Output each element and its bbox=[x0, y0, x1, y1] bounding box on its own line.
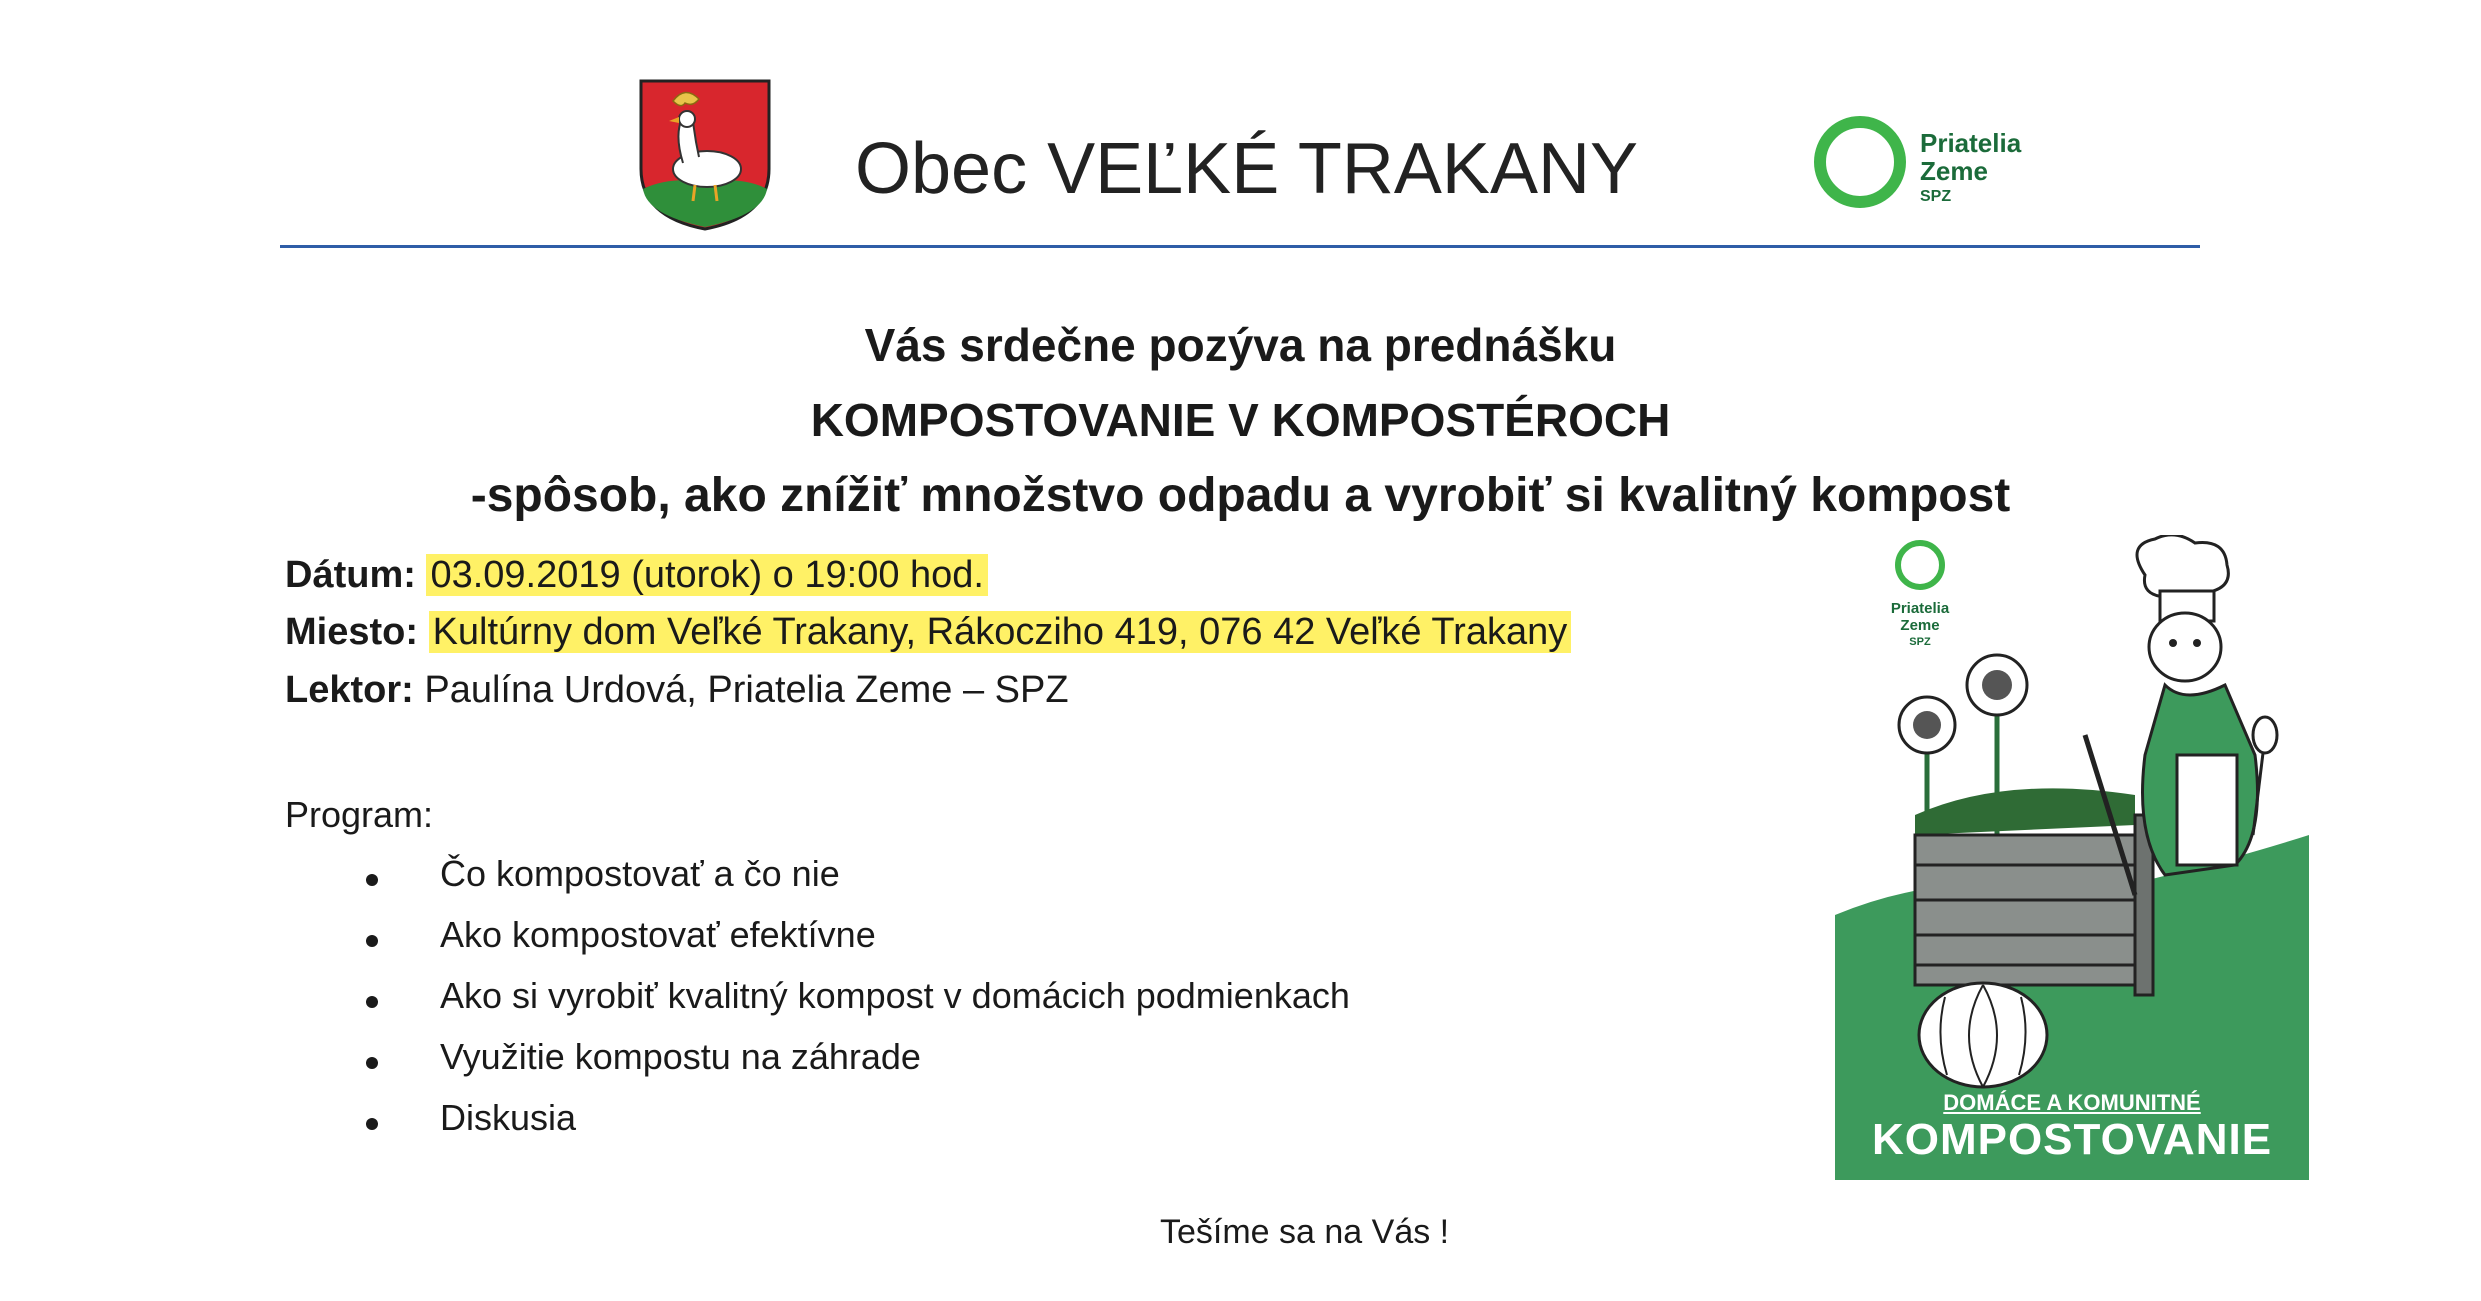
date-value: 03.09.2019 (utorok) o 19:00 hod. bbox=[426, 554, 988, 596]
date-row bbox=[285, 554, 988, 597]
lecture-subtitle: -spôsob, ako znížiť množstvo odpadu a vyrobiť si kvalitný kompost bbox=[470, 469, 2011, 522]
place-row bbox=[285, 611, 1571, 654]
poster-title: KOMPOSTOVANIE bbox=[1871, 1115, 2273, 1164]
lecturer-value: Paulína Urdová, Priatelia Zeme – SPZ bbox=[424, 669, 1069, 711]
program-list bbox=[360, 853, 1350, 1158]
lecturer-label: Lektor: bbox=[285, 669, 414, 711]
place-value: Kultúrny dom Veľké Trakany, Rákocziho 419, 076 42 Veľké Trakany bbox=[429, 611, 1572, 653]
closing-text: Tešíme sa na Vás ! bbox=[1160, 1213, 1450, 1251]
poster-kicker: DOMÁCE A KOMUNITNÉ bbox=[1943, 1090, 2201, 1115]
logo-text-line1: Priatelia bbox=[1920, 128, 2022, 158]
poster-logo-line3: SPZ bbox=[1909, 636, 1931, 648]
invitation-line: Vás srdečne pozýva na prednášku bbox=[864, 319, 1617, 371]
coat-of-arms-icon bbox=[637, 77, 773, 232]
logo-text-line3: SPZ bbox=[1920, 188, 1952, 205]
lecture-title: KOMPOSTOVANIE V KOMPOSTÉROCH bbox=[810, 394, 1671, 446]
place-label: Miesto: bbox=[285, 611, 418, 653]
list-item: Diskusia bbox=[360, 1097, 1350, 1158]
logo-text-line2: Zeme bbox=[1920, 156, 1988, 186]
date-label: Dátum: bbox=[285, 554, 416, 596]
list-item: Využitie kompostu na záhrade bbox=[360, 1036, 1350, 1097]
priatelia-zeme-ring-icon bbox=[1810, 112, 1910, 212]
program-heading: Program: bbox=[285, 794, 434, 835]
lecturer-row bbox=[285, 669, 1069, 712]
list-item: Ako si vyrobiť kvalitný kompost v domácich podmienkach bbox=[360, 975, 1350, 1036]
header-divider bbox=[280, 245, 2200, 248]
priatelia-zeme-logo bbox=[1810, 112, 2110, 212]
list-item: Čo kompostovať a čo nie bbox=[360, 853, 1350, 914]
page-title: Obec VEĽKÉ TRAKANY bbox=[855, 129, 1638, 209]
list-item: Ako kompostovať efektívne bbox=[360, 914, 1350, 975]
poster-logo-line1: Priatelia bbox=[1890, 600, 1950, 617]
poster-logo-line2: Zeme bbox=[1900, 617, 1940, 634]
